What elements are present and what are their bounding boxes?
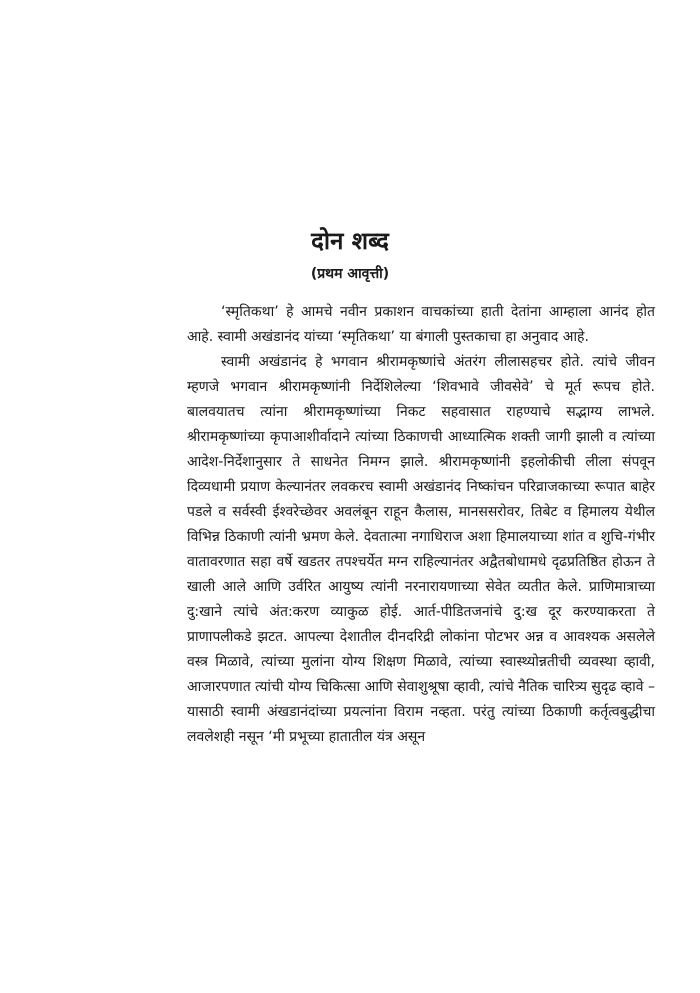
edition-subtitle: (प्रथम आवृत्ती) — [310, 266, 390, 282]
body-text — [187, 300, 655, 750]
page-title: दोन शब्द — [311, 227, 389, 255]
paragraph-main: स्वामी अखंडानंद हे भगवान श्रीरामकृष्णांचे अंतरंग लीलासहचर होते. त्यांचे जीवन म्हणजे भगवान श्रीरामकृष्णांनी निर्देशिलेल्या ‘शिवभावे जीवसेवे’ चे मूर्त रूपच होते. बालवयातच त्यांना श्रीरामकृष्णांच्या निकट सहवासात राहण्याचे सद्भाग्य लाभले. श्रीरामकृष्णांच्या कृपाआशीर्वादाने त्यांच्या ठिकाणची आध्यात्मिक शक्ती जागी झाली व त्यांच्या आदेश-निर्देशानुसार ते साधनेत निमग्न झाले. श्रीरामकृष्णांनी इहलोकीची लीला संपवून दिव्यधामी प्रयाण केल्यानंतर लवकरच स्वामी अखंडानंद निष्कांचन परिव्राजकाच्या रूपात बाहेर पडले व सर्वस्वी ईश्वरेच्छेवर अवलंबून राहून कैलास, मानससरोवर, तिबेट व हिमालय येथील विभिन्न ठिकाणी त्यांनी भ्रमण केले. देवतात्मा नगाधिराज अशा हिमालयाच्या शांत व शुचि-गंभीर वातावरणात सहा वर्षे खडतर तपश्चर्येत मग्न राहिल्यानंतर अद्वैतबोधामधे दृढप्रतिष्ठित होऊन ते खाली आले आणि उर्वरित आयुष्य त्यांनी नरनारायणाच्या सेवेत व्यतीत केले. प्राणिमात्राच्या दु:खाने त्यांचे अंत:करण व्याकुळ होई. आर्त-पीडितजनांचे दु:ख दूर करण्याकरता ते प्राणापलीकडे झटत. आपल्या देशातील दीनदरिद्री लोकांना पोटभर अन्न व आवश्यक असलेले वस्त्र मिळावे, त्यांच्या मुलांना योग्य शिक्षण मिळावे, त्यांच्या स्वास्थ्योन्नतीची व्यवस्था व्हावी, आजारपणात त्यांची योग्य चिकित्सा आणि सेवाशुश्रूषा व्हावी, त्यांचे नैतिक चारित्र्य सुदृढ व्हावे – यासाठी स्वामी अंखडानंदांच्या प्रयत्नांना विराम नव्हता. परंतु त्यांच्या ठिकाणी कर्तृत्वबुद्धीचा लवलेशही नसून ‘मी प्रभूच्या हातातील यंत्र असून — [187, 354, 655, 745]
paragraph-intro: ‘स्मृतिकथा’ हे आमचे नवीन प्रकाशन वाचकांच्या हाती देतांना आम्हाला आनंद होत आहे. स्वामी अखंडानंद यांच्या ‘स्मृतिकथा’ या बंगाली पुस्तकाचा हा अनुवाद आहे. — [187, 304, 655, 345]
